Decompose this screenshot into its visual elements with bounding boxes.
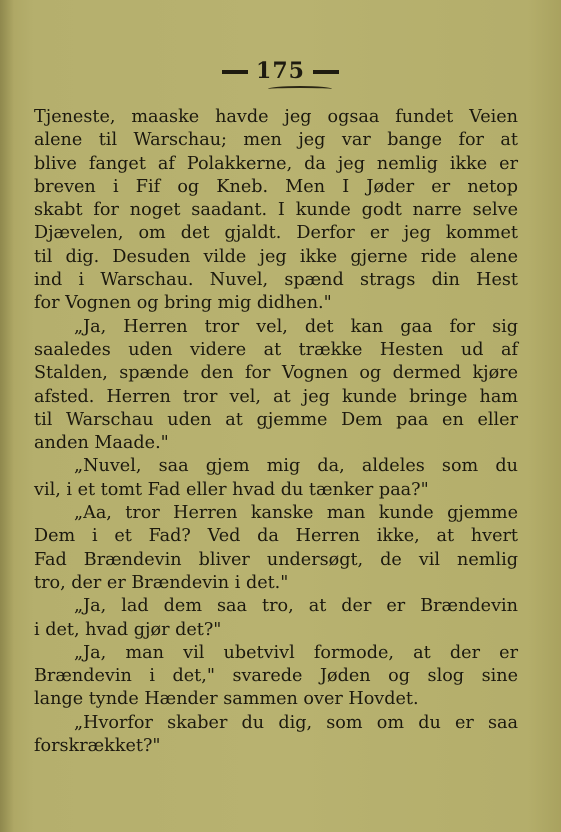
header-dash-right	[313, 70, 339, 74]
text-line: lange tynde Hænder sammen over Hovdet.	[34, 689, 419, 710]
text-line: „Nuvel, saa gjem mig da, aldeles som du	[74, 456, 518, 477]
text-line: blive fanget af Polakkerne, da jeg nemlig ikke er	[34, 153, 518, 174]
text-line: til Warschau uden at gjemme Dem paa en eller	[34, 409, 518, 430]
page-number: 175	[256, 58, 305, 84]
text-line: Djævelen, om det gjaldt. Derfor er jeg kommet	[34, 223, 518, 244]
text-line: „Ja, man vil ubetvivl formode, at der er	[74, 642, 518, 663]
text-line: vil, i et tomt Fad eller hvad du tænker paa?"	[34, 479, 429, 500]
text-line: „Hvorfor skaber du dig, som om du er saa	[74, 712, 518, 733]
text-line: ind i Warschau. Nuvel, spænd strags din Hest	[34, 270, 518, 291]
text-line: Brændevin i det," svarede Jøden og slog sine	[34, 666, 518, 687]
text-line: skabt for noget saadant. I kunde godt narre selve	[34, 200, 518, 221]
text-line: breven i Fif og Kneb. Men I Jøder er netop	[34, 176, 518, 197]
page-header	[0, 58, 561, 84]
text-line: „Ja, Herren tror vel, det kan gaa for sig	[74, 316, 518, 337]
text-line: „Aa, tror Herren kanske man kunde gjemme	[74, 503, 518, 524]
text-line: forskrækket?"	[34, 736, 161, 757]
text-line: Dem i et Fad? Ved da Herren ikke, at hvert	[34, 526, 518, 547]
text-line: afsted. Herren tror vel, at jeg kunde bringe ham	[34, 386, 518, 407]
text-line: til dig. Desuden vilde jeg ikke gjerne ride alene	[34, 246, 518, 267]
text-line: „Ja, lad dem saa tro, at der er Brændevin	[74, 596, 518, 617]
text-line: alene til Warschau; men jeg var bange for at	[34, 130, 518, 151]
text-line: Stalden, spænde den for Vognen og dermed kjøre	[34, 363, 518, 384]
header-ornament	[268, 86, 332, 92]
text-line: anden Maade."	[34, 433, 169, 454]
header-dash-left	[222, 70, 248, 74]
text-line: for Vognen og bring mig didhen."	[34, 293, 332, 314]
text-line: saaledes uden videre at trække Hesten ud af	[34, 339, 518, 360]
text-line: tro, der er Brændevin i det."	[34, 572, 289, 593]
text-line: Tjeneste, maaske havde jeg ogsaa fundet Veien	[34, 107, 518, 127]
text-line: Fad Brændevin bliver undersøgt, de vil nemlig	[34, 549, 518, 570]
body-text	[34, 106, 518, 758]
text-line: i det, hvad gjør det?"	[34, 619, 222, 640]
